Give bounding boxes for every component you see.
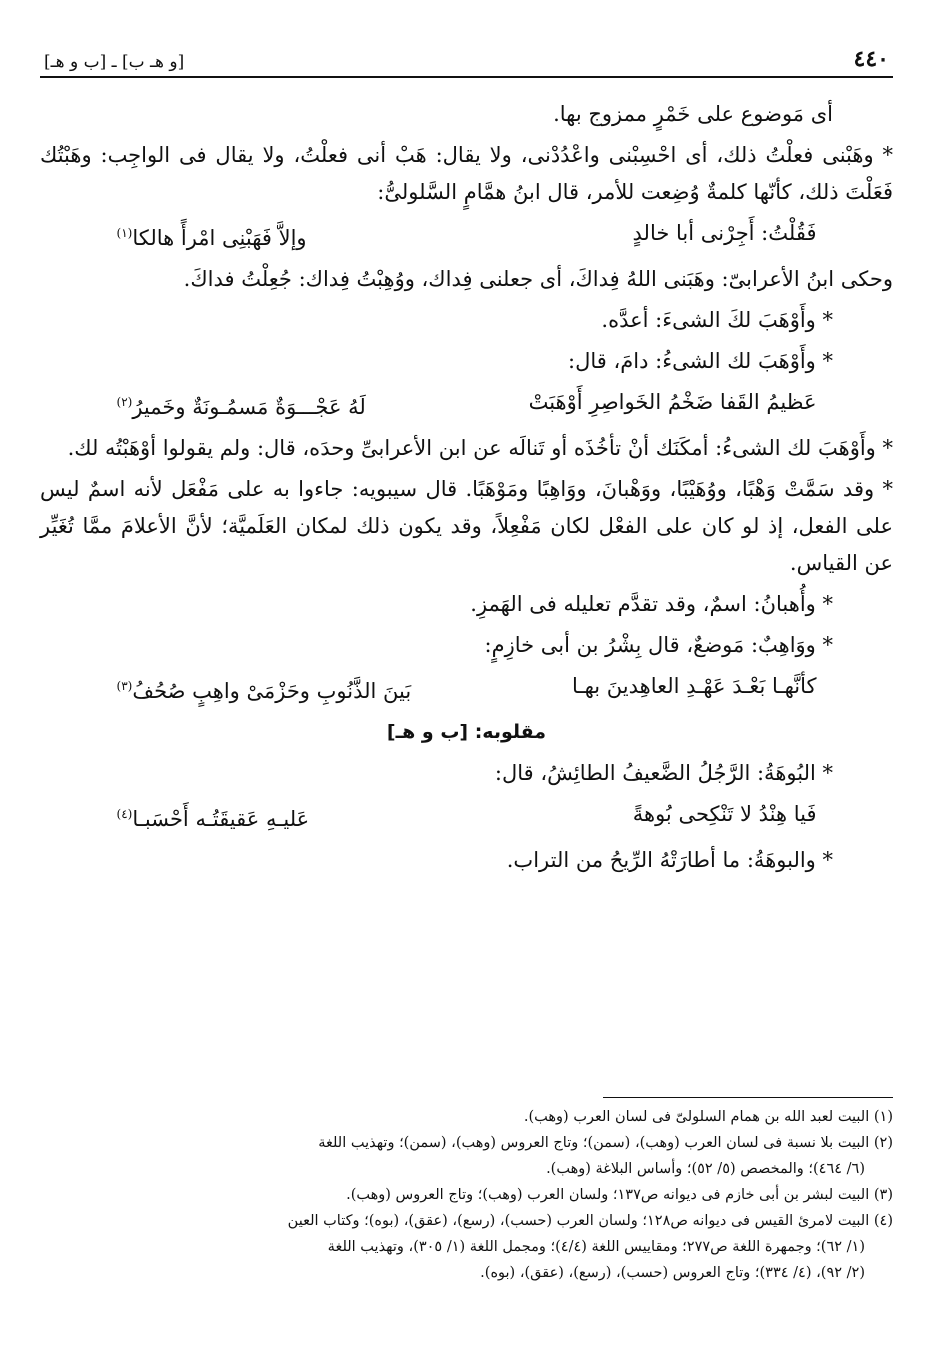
paragraph: * والبوهَةُ: ما أطارَتْهُ الرِّيحُ من التراب. (506, 848, 833, 872)
verse (40, 668, 893, 710)
running-title: [و هـ ب] ـ [ب و هـ] (44, 52, 185, 72)
footnote-marker: (٢) (116, 395, 133, 409)
main-text (40, 96, 893, 879)
page-header (40, 32, 893, 78)
footnote (40, 1130, 893, 1182)
footnote-divider (603, 1097, 893, 1098)
footnote: (١) البيت لعبد الله بن همام السلولىّ فى لسان العرب (وهب). (523, 1109, 893, 1125)
footnote-line: (١/ ٦٢)؛ وجمهرة اللغة ص٢٧٧؛ ومقاييس اللغة (٤/٤)؛ ومجمل اللغة (١/ ٣٠٥)، وتهذيب اللغة (327, 1239, 865, 1255)
verse-first-hemistich: فَقُلْتُ: أَجِرْنى أبا خالدٍ (632, 221, 817, 245)
footnote-marker: (١) (116, 226, 133, 240)
verse-first-hemistich: فَيا هِنْدُ لا تَنْكِحى بُوهةً (632, 802, 817, 826)
footnote-line: (٢/ ٩٢)، (٤/ ٣٣٤)؛ وتاج العروس (حسب)، (رسع)، (عقق)، (بوه). (480, 1265, 865, 1281)
verse (40, 215, 893, 257)
verse-second-hemistich (117, 215, 447, 257)
verse-second-hemistich (117, 384, 447, 426)
footnote (40, 1208, 893, 1286)
page-number: ٤٤٠ (853, 46, 889, 72)
footnotes (40, 1104, 893, 1286)
verse-text: لَهُ عَجْـــوَةٌ مَسمُـونَةٌ وخَميرُ (132, 395, 366, 419)
verse (40, 384, 893, 426)
paragraph: وحكى ابنُ الأعرابىّ: وهَبَنى اللهُ فِداكَ، أى جعلنى فِداك، ووُهِبْتُ فِداك: جُعِلْتُ فداكَ. (183, 267, 893, 291)
verse-first-hemistich: كأنَّهـا بَعْـدَ عَهْـدِ العاهِدينَ بهـا (572, 674, 817, 698)
paragraph: أى مَوضوع على خَمْرٍ ممزوج بها. (553, 102, 833, 126)
verse-first-hemistich: عَظيمُ القَفا ضَخْمُ الخَواصِرِ أَوْهَبَتْ (528, 390, 817, 414)
paragraph: * وهَبْنى فعلْتُ ذلك، أى احْسِبْنى واعْدُدْنى، ولا يقال: هَبْ أنى فعلْتُ، ولا يقال فى الواجِب: وهَبْتُك فَعَلْتَ ذلك، كأنّها كلمةٌ وُضِعت للأمر، قال ابنُ همَّامٍ السَّلولىُّ: (40, 143, 893, 204)
footnote-line: (٢) البيت بلا نسبة فى لسان العرب (وهب)، (سمن)؛ وتاج العروس (وهب)، (سمن)؛ وتهذيب اللغة (318, 1135, 893, 1151)
paragraph: * وقد سَمَّتْ وَهْبًا، ووُهَيْبًا، ووَهْبانَ، ووَاهِبًا ومَوْهَبًا. قال سيبويه: جاءوا به على مَفْعَل لأنه اسمٌ ليس على الفعل، إذ لو كان على الفعْل لكان مَفْعِلاً، وقد يكون ذلك لمكان العَلَميَّة؛ لأنَّ الأعلامَ ممَّا تُغَيِّر عن القياس. (40, 477, 893, 575)
footnote-line: (٦/ ٤٦٤)؛ والمخصص (٥/ ٥٢)؛ وأساس البلاغة (وهب). (546, 1161, 865, 1177)
paragraph: * البُوهَةُ: الرَّجُلُ الضَّعيفُ الطائِشُ، قال: (494, 761, 833, 785)
footnote-line: (٤) البيت لامرئ القيس فى ديوانه ص١٢٨؛ ولسان العرب (حسب)، (رسع)، (عقق)، (بوه)؛ وكتاب العين (287, 1213, 893, 1229)
footnote-marker: (٣) (116, 679, 133, 693)
verse-text: بَينَ الذَّنُوبِ وحَزْمَىْ واهِبٍ صُحُفُ (132, 679, 412, 703)
verse-second-hemistich (117, 796, 447, 838)
section-heading: مقلوبه: [ب و هـ] (386, 721, 547, 743)
paragraph: * وأُهبانُ: اسمٌ، وقد تقدَّم تعليله فى الهَمزِ. (470, 592, 833, 616)
paragraph: * ووَاهِبٌ: مَوضعٌ، قال بِشْرُ بن أبى خازِمٍ: (484, 633, 833, 657)
paragraph: * وأَوْهَبَ لك الشىءُ: أمكَنَك أنْ تأخُذَه أو تَنالَه عن ابن الأعرابىِّ وحدَه، قال: ولم يقولوا أوْهَبْتُه لك. (67, 436, 893, 460)
footnote: (٣) البيت لبشر بن أبى خازم فى ديوانه ص١٣٧؛ ولسان العرب (وهب)؛ وتاج العروس (وهب). (346, 1187, 893, 1203)
verse (40, 796, 893, 838)
paragraph: * وأَوْهَبَ لك الشىءُ: دامَ، قال: (568, 349, 833, 373)
paragraph: * وأَوْهَبَ لكَ الشىءَ: أعدَّه. (601, 308, 833, 332)
book-page (40, 32, 893, 1332)
verse-text: عَليـهِ عَقيقَتُـه أَحْسَبـا (132, 807, 310, 831)
verse-second-hemistich (117, 668, 447, 710)
footnote-marker: (٤) (116, 807, 133, 821)
verse-text: وإلاَّ فَهَبْنِى امْرأً هالكا (132, 226, 307, 250)
